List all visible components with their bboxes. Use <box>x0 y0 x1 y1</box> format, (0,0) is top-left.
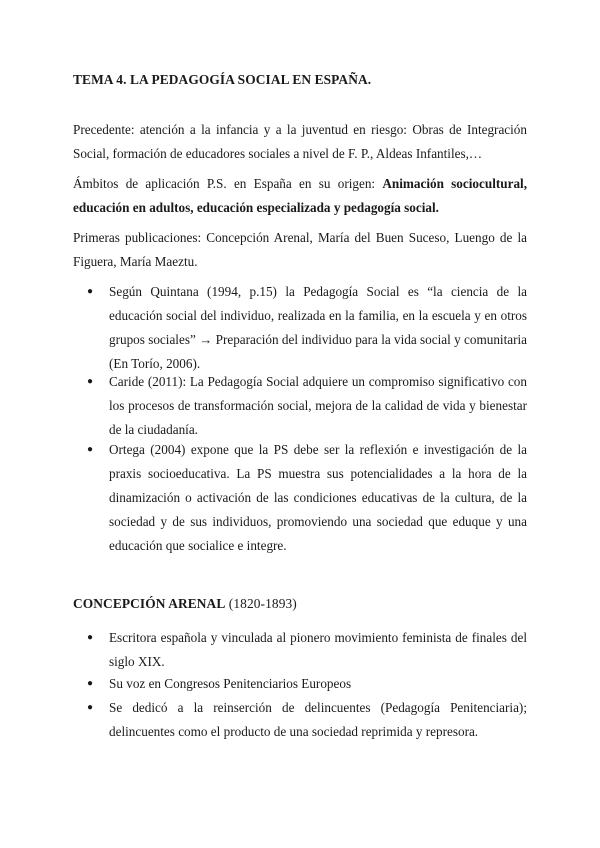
list-item-congresos <box>87 672 527 696</box>
list-item-caride <box>87 370 527 442</box>
section-dates: (1820-1893) <box>225 596 297 611</box>
paragraph-ambitos <box>73 172 527 220</box>
list-item-escritora <box>87 626 527 674</box>
paragraph-publicaciones: Primeras publicaciones: Concepción Arenal, María del Buen Suceso, Luengo de la Figuera, María Maeztu. <box>73 230 527 269</box>
bullet-icon: ● <box>87 286 94 297</box>
list-item-text: Su voz en Congresos Penitenciarios Europeos <box>109 676 352 691</box>
list-item-quintana <box>87 280 527 376</box>
list-item-text: Escritora española y vinculada al pionero movimiento feminista de finales del siglo XIX. <box>109 630 527 669</box>
bullet-icon: ● <box>87 444 94 455</box>
list-item-text: Se dedicó a la reinserción de delincuentes (Pedagogía Penitenciaria); delincuentes como el producto de una sociedad reprimida y represora. <box>109 700 527 739</box>
bullet-icon: ● <box>87 376 94 387</box>
paragraph-precedente: Precedente: atención a la infancia y a la juventud en riesgo: Obras de Integración Social, formación de educadores sociales a nivel de F. P., Aldeas Infantiles,… <box>73 122 527 161</box>
bullet-icon: ● <box>87 632 94 643</box>
section-title-concepcion-arenal <box>73 596 297 612</box>
list-item-reinsercion <box>87 696 527 744</box>
list-item-text: Ortega (2004) expone que la PS debe ser la reflexión e investigación de la praxis socioeducativa. La PS muestra sus potencialidades a la hora de la dinamización o activación de las condiciones educativas de la cultura, de la sociedad y de sus individuos, promoviendo una sociedad que eduque y una educación que socialice e integre. <box>109 442 527 553</box>
ambitos-bold-text: Animación sociocultural, educación en adultos, educación especializada y pedagogía social. <box>73 176 527 215</box>
bullet-icon: ● <box>87 702 94 713</box>
section-title-text: CONCEPCIÓN ARENAL <box>73 596 226 611</box>
ambitos-intro-text: Ámbitos de aplicación P.S. en España en su origen: <box>73 176 383 191</box>
list-item-text: Caride (2011): La Pedagogía Social adquiere un compromiso significativo con los procesos de transformación social, mejora de la calidad de vida y bienestar de la ciudadanía. <box>109 374 527 437</box>
bullet-icon: ● <box>87 678 94 689</box>
page-title: TEMA 4. LA PEDAGOGÍA SOCIAL EN ESPAÑA. <box>73 72 372 87</box>
list-item-text: Según Quintana (1994, p.15) la Pedagogía Social es “la ciencia de la educación social del individuo, realizada en la familia, en la escuela y en otros grupos sociales” → Preparación del individuo para la vida social y comunitaria (En Torío, 2006). <box>109 284 527 371</box>
list-item-ortega <box>87 438 527 558</box>
